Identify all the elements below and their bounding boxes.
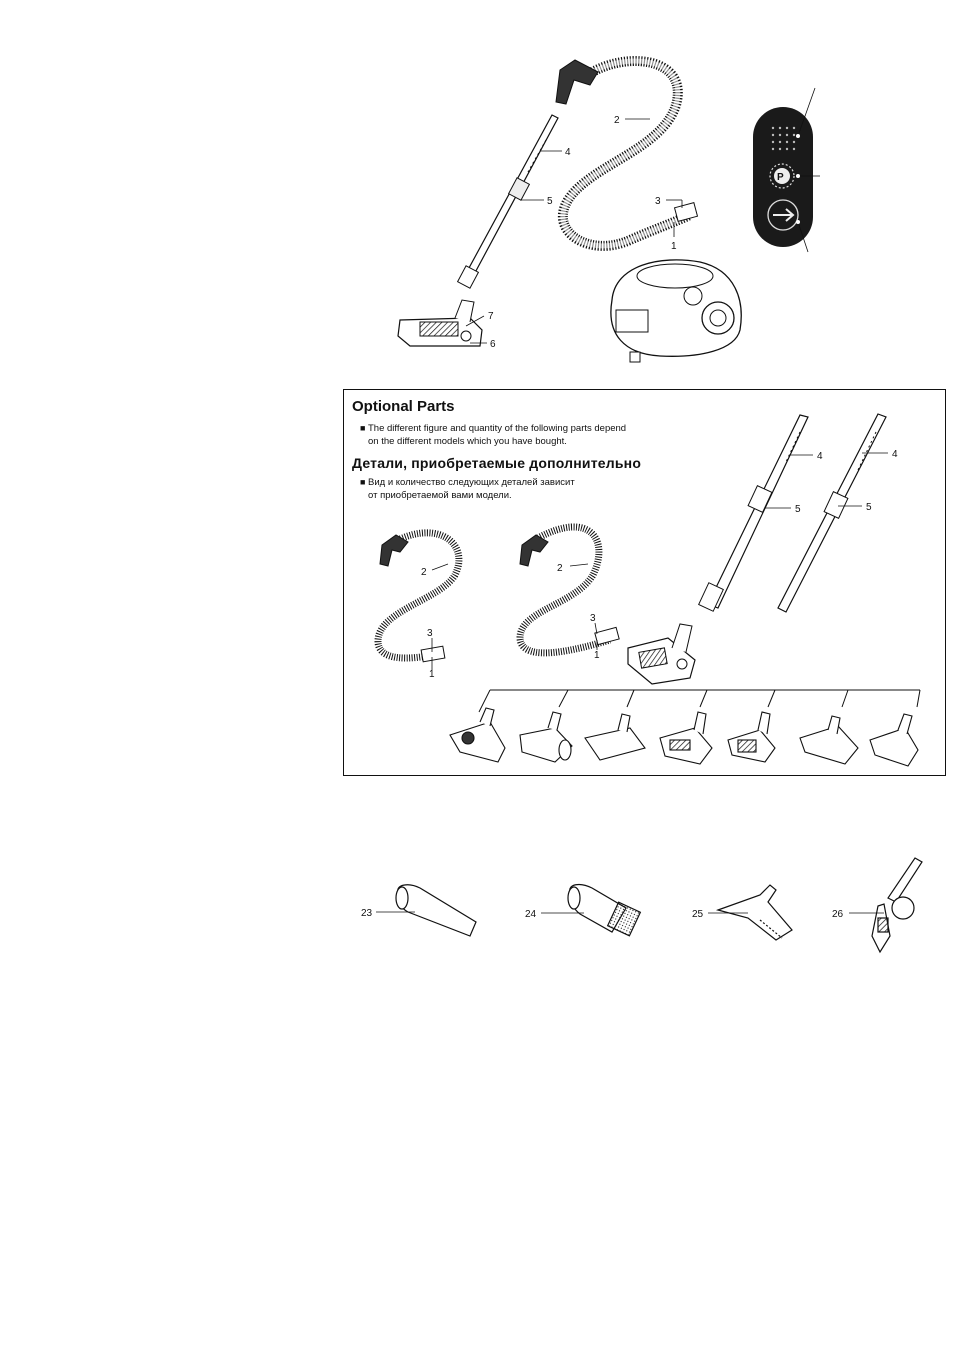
- text-en-line-1: The different figure and quantity of the following parts depend: [368, 423, 627, 434]
- optional-parts-text-en: [360, 422, 626, 448]
- label-ring-a: 5: [795, 504, 801, 515]
- label-tube-b: 4: [892, 449, 898, 460]
- label-brush-tool: 24: [525, 909, 537, 920]
- label-nozzle-switch: 7: [488, 311, 494, 322]
- label-hose-a: 2: [421, 567, 427, 578]
- control-panel-drawing: [753, 88, 820, 252]
- label-tube-a: 4: [817, 451, 823, 462]
- vacuum-assembly-illustration: [398, 60, 741, 362]
- text-ru-line-1: Вид и количество следующих деталей зависит: [368, 477, 575, 488]
- optional-parts-title-en: Optional Parts: [352, 398, 455, 415]
- text-en-line-2: on the different models which you have bought.: [368, 436, 567, 447]
- label-end-b: 1: [594, 650, 600, 661]
- label-connector-main: 3: [655, 196, 661, 207]
- label-hose-main: 2: [614, 115, 620, 126]
- label-ring-main: 5: [547, 196, 553, 207]
- label-end-a: 1: [429, 669, 435, 680]
- label-upholstery-tool: 25: [692, 909, 704, 920]
- tube-drawing: [463, 115, 558, 282]
- turbo-adapter-drawing: [888, 858, 922, 902]
- label-crevice-tool: 23: [361, 908, 373, 919]
- label-turbo-adapter: 26: [832, 909, 844, 920]
- label-hose-end-main: 1: [671, 241, 677, 252]
- label-ring-b: 5: [866, 502, 872, 513]
- panel-p-letter: P: [777, 172, 784, 183]
- label-connector-a: 3: [427, 628, 433, 639]
- label-floor-nozzle: 6: [490, 339, 496, 350]
- tools-illustrations: [396, 858, 922, 952]
- optional-parts-text-ru: [360, 476, 575, 502]
- text-ru-line-2: от приобретаемой вами модели.: [368, 490, 512, 501]
- label-hose-b: 2: [557, 563, 563, 574]
- upholstery-tool-drawing: [718, 885, 792, 940]
- bullet-en: ■: [360, 423, 366, 433]
- bullet-ru: ■: [360, 477, 366, 487]
- label-tube-main: 4: [565, 147, 571, 158]
- label-connector-b: 3: [590, 613, 596, 624]
- crevice-tool-drawing: [398, 885, 476, 936]
- optional-parts-title-ru: Детали, приобретаемые дополнительно: [352, 455, 642, 471]
